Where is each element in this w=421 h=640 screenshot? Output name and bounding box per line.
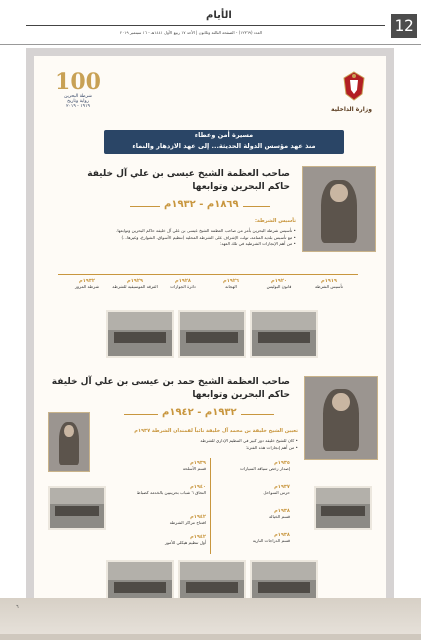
- section2-title-line1: صاحب العظمة الشيخ حمد بن عيسى بن علي آل خليفة: [51, 377, 290, 387]
- section1-title: [87, 168, 290, 194]
- section1-paragraph: • تأسيس شرطة البحرين بأمر من صاحب العظمة الشيخ عيسى بن علي آل خليفة حاكم البحرين وتوابعها. • مع تأسيس بلدية المنامة، تولت الإشراف على الشرطة المحلية (تنظيم الأسواق، الشوارع، وغيرها...) • من أهم الإنجازات الشرطية في تلك العهد:: [116, 228, 296, 246]
- header-rule: [26, 25, 385, 26]
- footer-page-marker: ٦: [16, 604, 19, 610]
- advert-frame: [26, 48, 394, 628]
- centenary-number: 100: [55, 69, 101, 95]
- ministry-seal-icon: [340, 70, 368, 102]
- centenary-line2: رواية وتاريخ: [67, 99, 89, 104]
- portrait-sheikh-isa: [302, 166, 376, 252]
- timeline-item: ١٩٣٢م شرطة المرور: [75, 278, 99, 289]
- title-banner: [104, 130, 344, 154]
- section2-timeline-line: [210, 458, 211, 554]
- historic-photo: [314, 486, 372, 530]
- advert-card: [34, 56, 386, 622]
- timeline-item: ١٩٤٠م التحاق ٦ شباب بحرينيين بالخدمة كضباط: [136, 484, 206, 495]
- section1-subheading: تأسيس الشرطة:: [254, 218, 296, 224]
- timeline-item: ١٩١٩م تأسيس الشرطة: [315, 278, 343, 289]
- timeline-item: ١٩٣٨م قسم الخيالة: [268, 508, 290, 519]
- section1-dates: ١٨٦٩م - ١٩٣٢م: [160, 199, 243, 210]
- historic-photo: [48, 486, 106, 530]
- centenary-years: ١٩١٩ - ٢٠١٩: [66, 104, 90, 109]
- banner-line1: مسيرة أمن وعطاء: [194, 131, 254, 139]
- section2-paragraph: • كان للشيخ خليفة دور كبير في التنظيم الإداري للشرطة • من أهم إنجازات هذه الفترة:: [200, 438, 298, 450]
- historic-photo: [106, 310, 174, 358]
- section2-title: [52, 376, 290, 402]
- portrait-sheikh-hamad: [304, 376, 378, 460]
- timeline-item: ١٩٤٢م افتتاح مراكز الشرطة: [169, 514, 206, 525]
- newspaper-logo: الأيام: [206, 10, 232, 21]
- section1-title-line1: صاحب العظمة الشيخ عيسى بن علي آل خليفة: [87, 169, 290, 179]
- centenary-logo: [48, 70, 108, 118]
- historic-photo: [250, 310, 318, 358]
- timeline-item: ١٩٣٧م حرس السواحل: [263, 484, 290, 495]
- historic-photo: [178, 310, 246, 358]
- centenary-line1: شرطة البحرين: [64, 94, 92, 99]
- timeline-item: ١٩٢٨م دائرة الجوازات: [170, 278, 196, 289]
- section1-timeline-line: [58, 274, 358, 275]
- newspaper-masthead: [0, 0, 421, 45]
- portrait-sheikh-khalifa: [48, 412, 90, 472]
- banner-line2: منذ عهد مؤسس الدولة الحديثة... إلى عهد الازدهار والنماء: [132, 142, 316, 150]
- timeline-item: ١٩٣٨م قسم الدراجات النارية: [252, 532, 290, 543]
- issue-meta: العدد (١٢٣٦٩) - الصفحة الثالثة وثلاثون | الأحد ١٧ ربيع الأول ١٤٤١هـ - ١٦ سبتمبر ٢٠١٩: [120, 30, 262, 35]
- timeline-item: ١٩٢٩م الفرقة الموسيقية للشرطة: [112, 278, 158, 289]
- ministry-name: وزارة الداخلية: [330, 106, 372, 113]
- timeline-item: ١٩٣٥م إصدار رخص سياقة السيارات: [240, 460, 290, 471]
- timeline-item: ١٩٣٩م قسم الأسلحة: [182, 460, 206, 471]
- timeline-item: ١٩٢٠م قانون البوليس: [266, 278, 292, 289]
- timeline-item: ١٩٢٦م الهجانة: [223, 278, 239, 289]
- page-number: 12: [391, 14, 417, 38]
- section2-dates: ١٩٣٢م - ١٩٤٢م: [158, 407, 241, 418]
- section2-title-line2: حاكم البحرين وتوابعها: [192, 390, 290, 400]
- timeline-item: ١٩٤٢م أول تنظيم هيكلي للأمور: [165, 534, 206, 545]
- bottom-line: [0, 634, 421, 640]
- section2-subheading: تعيين الشيخ خليفة بن محمد آل خليفة نائباً لقمندان الشرطة ١٩٣٧م: [134, 428, 298, 434]
- section1-title-line2: حاكم البحرين وتوابعها: [192, 182, 290, 192]
